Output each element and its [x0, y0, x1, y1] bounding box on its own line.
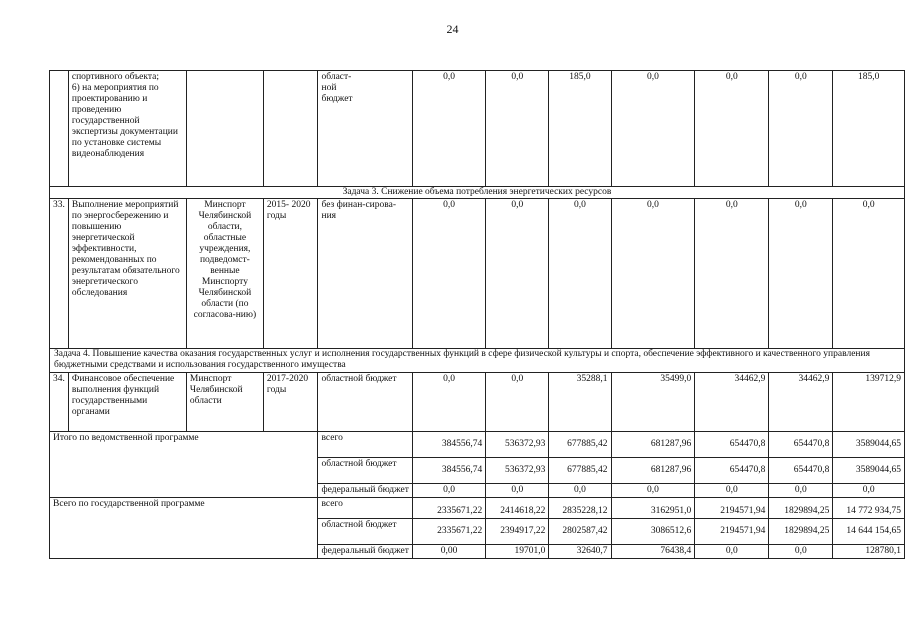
table-row — [50, 71, 905, 187]
value-cell: 0,0 — [833, 484, 905, 498]
value-cell: 0,0 — [769, 484, 833, 498]
budget-table — [49, 70, 905, 559]
total-dept-label: Итого по ведомственной программе — [50, 432, 318, 498]
total-state-label: Всего по государственной программе — [50, 498, 318, 559]
value-cell: 139712,9 — [833, 373, 905, 432]
value-cell: 2835228,12 — [549, 498, 611, 519]
value-cell: 0,0 — [611, 484, 695, 498]
value-cell: 0,0 — [412, 199, 485, 349]
value-cell: 0,0 — [412, 484, 485, 498]
value-cell: 0,0 — [611, 199, 695, 349]
measure-name: Выполнение мероприятий по энергосбережению и повышению энергетической эффективности, рекомендованных по результатам обязательного энергетического обследования — [68, 199, 186, 349]
value-cell: 0,0 — [549, 199, 611, 349]
period: 2015- 2020 годы — [263, 199, 318, 349]
source: федеральный бюджет — [318, 484, 412, 498]
executor: Минспорт Челябинской области, областные учреждения, подведомст-венные Минспорту Челябинской области (по согласова-нию) — [186, 199, 263, 349]
value-cell: 384556,74 — [412, 458, 485, 484]
value-cell: 128780,1 — [833, 545, 905, 559]
value-cell: 0,0 — [412, 71, 485, 187]
period: 2017-2020 годы — [263, 373, 318, 432]
value-cell: 677885,42 — [549, 432, 611, 458]
task-4-heading: Задача 4. Повышение качества оказания государственных услуг и исполнения государственных функций в сфере физической культуры и спорта, обеспечение эффективного и качественного управления бюджетными средствами и использования государственного имущества — [50, 349, 905, 373]
table-row — [50, 199, 905, 349]
task-heading-row — [50, 349, 905, 373]
value-cell: 536372,93 — [486, 432, 549, 458]
value-cell: 0,0 — [695, 545, 769, 559]
total-state-row — [50, 498, 905, 519]
value-cell: 14 644 154,65 — [833, 519, 905, 545]
value-cell: 2802587,42 — [549, 519, 611, 545]
value-cell: 0,0 — [486, 373, 549, 432]
value-cell: 2194571,94 — [695, 519, 769, 545]
period-cell — [263, 71, 318, 187]
value-cell: 2335671,22 — [412, 519, 485, 545]
value-cell: 2394917,22 — [486, 519, 549, 545]
value-cell: 1829894,25 — [769, 519, 833, 545]
value-cell: 3589044,65 — [833, 432, 905, 458]
value-cell: 14 772 934,75 — [833, 498, 905, 519]
value-cell: 0,0 — [486, 71, 549, 187]
task-heading-row — [50, 187, 905, 199]
value-cell: 2335671,22 — [412, 498, 485, 519]
value-cell: 0,00 — [412, 545, 485, 559]
value-cell: 19701,0 — [486, 545, 549, 559]
value-cell: 185,0 — [549, 71, 611, 187]
value-cell: 0,0 — [833, 199, 905, 349]
row-num: 33. — [50, 199, 69, 349]
value-cell: 0,0 — [769, 545, 833, 559]
value-cell: 0,0 — [412, 373, 485, 432]
value-cell: 2414618,22 — [486, 498, 549, 519]
source: всего — [318, 432, 412, 458]
source: областной бюджет — [318, 373, 412, 432]
source: областной бюджет — [318, 458, 412, 484]
value-cell: 654470,8 — [695, 432, 769, 458]
value-cell: 0,0 — [549, 484, 611, 498]
value-cell: 0,0 — [769, 199, 833, 349]
value-cell: 185,0 — [833, 71, 905, 187]
value-cell: 32640,7 — [549, 545, 611, 559]
measure-name: Финансовое обеспечение выполнения функций государственными органами — [68, 373, 186, 432]
measure-name: спортивного объекта; 6) на мероприятия по проектированию и проведению государственной экспертизы документации по установке системы видеонаблюдения — [68, 71, 186, 187]
value-cell: 2194571,94 — [695, 498, 769, 519]
value-cell: 536372,93 — [486, 458, 549, 484]
value-cell: 0,0 — [486, 199, 549, 349]
budget-table-frame — [49, 70, 905, 559]
source: федеральный бюджет — [318, 545, 412, 559]
value-cell: 0,0 — [486, 484, 549, 498]
value-cell: 681287,96 — [611, 432, 695, 458]
page-number: 24 — [446, 22, 459, 36]
value-cell: 3589044,65 — [833, 458, 905, 484]
value-cell: 0,0 — [695, 484, 769, 498]
executor-cell — [186, 71, 263, 187]
source: без финан-сирова-ния — [318, 199, 412, 349]
row-num: 34. — [50, 373, 69, 432]
value-cell: 3162951,0 — [611, 498, 695, 519]
value-cell: 0,0 — [611, 71, 695, 187]
total-dept-row — [50, 432, 905, 458]
executor: Минспорт Челябинской области — [186, 373, 263, 432]
value-cell: 384556,74 — [412, 432, 485, 458]
value-cell: 3086512,6 — [611, 519, 695, 545]
value-cell: 35499,0 — [611, 373, 695, 432]
value-cell: 35288,1 — [549, 373, 611, 432]
value-cell: 677885,42 — [549, 458, 611, 484]
row-num-cell — [50, 71, 69, 187]
value-cell: 654470,8 — [769, 432, 833, 458]
value-cell: 654470,8 — [769, 458, 833, 484]
value-cell: 34462,9 — [769, 373, 833, 432]
value-cell: 1829894,25 — [769, 498, 833, 519]
value-cell: 0,0 — [695, 71, 769, 187]
source: областной бюджет — [318, 519, 412, 545]
value-cell: 654470,8 — [695, 458, 769, 484]
source-cell: област- ной бюджет — [318, 71, 412, 187]
task-3-heading: Задача 3. Снижение объема потребления энергетических ресурсов — [50, 187, 905, 199]
value-cell: 681287,96 — [611, 458, 695, 484]
value-cell: 76438,4 — [611, 545, 695, 559]
table-row — [50, 373, 905, 432]
source: всего — [318, 498, 412, 519]
value-cell: 0,0 — [695, 199, 769, 349]
value-cell: 34462,9 — [695, 373, 769, 432]
value-cell: 0,0 — [769, 71, 833, 187]
